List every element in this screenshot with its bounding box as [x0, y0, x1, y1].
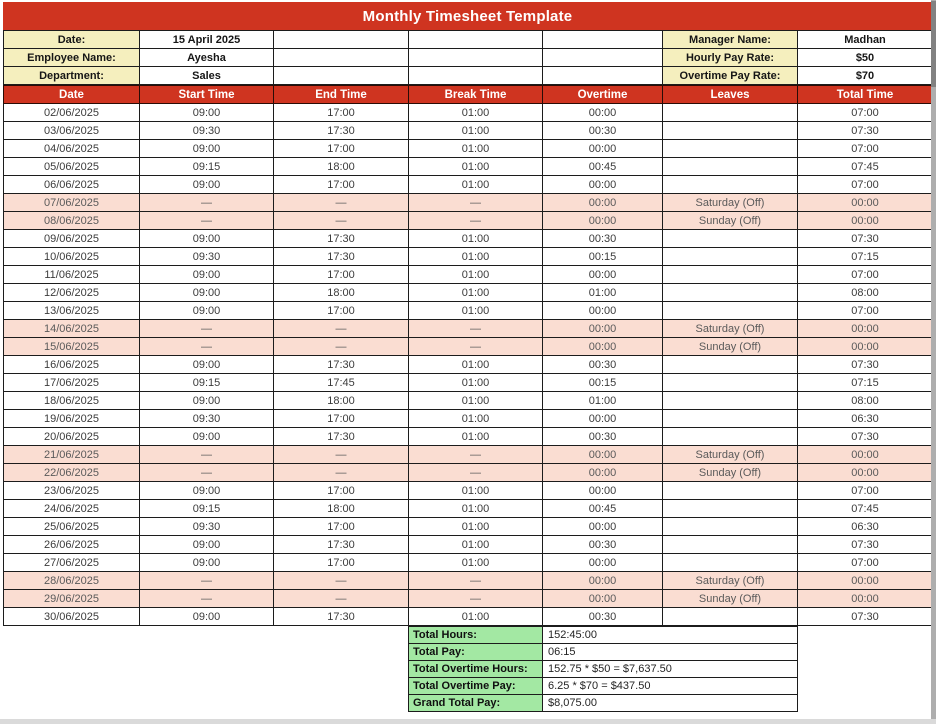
cell-leaves[interactable] — [663, 266, 798, 284]
cell-start-time[interactable]: 09:00 — [140, 428, 274, 446]
cell-end-time[interactable]: 17:30 — [274, 230, 409, 248]
cell-start-time[interactable]: 09:00 — [140, 266, 274, 284]
cell-end-time[interactable]: 18:00 — [274, 392, 409, 410]
cell-date[interactable]: 17/06/2025 — [4, 374, 140, 392]
cell-date[interactable]: 12/06/2025 — [4, 284, 140, 302]
empty-cell[interactable] — [409, 49, 543, 67]
info-value-hourly-pay-rate[interactable]: $50 — [798, 49, 933, 67]
cell-end-time[interactable]: — — [274, 194, 409, 212]
cell-date[interactable]: 27/06/2025 — [4, 554, 140, 572]
cell-end-time[interactable]: 18:00 — [274, 500, 409, 518]
cell-overtime[interactable]: 00:00 — [543, 176, 663, 194]
column-header-end-time: End Time — [274, 86, 409, 104]
cell-break-time[interactable]: 01:00 — [409, 482, 543, 500]
cell-overtime[interactable]: 00:00 — [543, 266, 663, 284]
timesheet-row — [4, 392, 933, 410]
cell-overtime[interactable]: 00:00 — [543, 518, 663, 536]
cell-end-time[interactable]: 17:30 — [274, 356, 409, 374]
cell-total-time[interactable]: 07:30 — [798, 356, 933, 374]
column-header-total-time: Total Time — [798, 86, 933, 104]
cell-start-time[interactable]: 09:00 — [140, 608, 274, 626]
cell-overtime[interactable]: 00:00 — [543, 410, 663, 428]
column-header-break-time: Break Time — [409, 86, 543, 104]
cell-start-time[interactable]: 09:30 — [140, 410, 274, 428]
cell-break-time[interactable]: 01:00 — [409, 392, 543, 410]
cell-break-time[interactable]: — — [409, 572, 543, 590]
cell-leaves[interactable] — [663, 230, 798, 248]
cell-date[interactable]: 06/06/2025 — [4, 176, 140, 194]
cell-end-time[interactable]: 17:00 — [274, 554, 409, 572]
cell-overtime[interactable]: 00:30 — [543, 428, 663, 446]
cell-leaves[interactable] — [663, 122, 798, 140]
timesheet-row — [4, 140, 933, 158]
timesheet-row — [4, 122, 933, 140]
cell-leaves[interactable] — [663, 302, 798, 320]
cell-leaves[interactable]: Sunday (Off) — [663, 212, 798, 230]
cell-break-time[interactable]: 01:00 — [409, 608, 543, 626]
cell-break-time[interactable]: 01:00 — [409, 356, 543, 374]
cell-leaves[interactable] — [663, 554, 798, 572]
cell-total-time[interactable]: 07:45 — [798, 500, 933, 518]
cell-date[interactable]: 13/06/2025 — [4, 302, 140, 320]
cell-total-time[interactable]: 07:00 — [798, 554, 933, 572]
cell-date[interactable]: 05/06/2025 — [4, 158, 140, 176]
timesheet-row — [4, 554, 933, 572]
cell-start-time[interactable]: 09:15 — [140, 158, 274, 176]
cell-end-time[interactable]: 17:30 — [274, 608, 409, 626]
cell-break-time[interactable]: 01:00 — [409, 302, 543, 320]
cell-break-time[interactable]: — — [409, 338, 543, 356]
cell-end-time[interactable]: 17:45 — [274, 374, 409, 392]
cell-leaves[interactable] — [663, 428, 798, 446]
cell-date[interactable]: 30/06/2025 — [4, 608, 140, 626]
cell-end-time[interactable]: — — [274, 572, 409, 590]
cell-start-time[interactable]: — — [140, 194, 274, 212]
cell-total-time[interactable]: 07:30 — [798, 428, 933, 446]
cell-break-time[interactable]: 01:00 — [409, 266, 543, 284]
cell-end-time[interactable]: 17:00 — [274, 302, 409, 320]
cell-end-time[interactable]: 17:30 — [274, 122, 409, 140]
cell-leaves[interactable] — [663, 608, 798, 626]
cell-total-time[interactable]: 07:30 — [798, 122, 933, 140]
cell-break-time[interactable]: 01:00 — [409, 140, 543, 158]
cell-date[interactable]: 03/06/2025 — [4, 122, 140, 140]
cell-end-time[interactable]: 17:00 — [274, 176, 409, 194]
info-row — [4, 31, 933, 49]
timesheet-row — [4, 284, 933, 302]
cell-total-time[interactable]: 00:00 — [798, 590, 933, 608]
cell-date[interactable]: 08/06/2025 — [4, 212, 140, 230]
cell-start-time[interactable]: 09:00 — [140, 140, 274, 158]
summary-value[interactable]: 6.25 * $70 = $437.50 — [543, 678, 798, 695]
summary-row — [409, 695, 798, 712]
cell-start-time[interactable]: — — [140, 212, 274, 230]
column-header-leaves: Leaves — [663, 86, 798, 104]
cell-start-time[interactable]: 09:00 — [140, 104, 274, 122]
cell-break-time[interactable]: — — [409, 212, 543, 230]
empty-cell[interactable] — [543, 31, 663, 49]
cell-break-time[interactable]: 01:00 — [409, 500, 543, 518]
info-value-department[interactable]: Sales — [140, 67, 274, 85]
cell-leaves[interactable] — [663, 392, 798, 410]
cell-break-time[interactable]: 01:00 — [409, 518, 543, 536]
cell-start-time[interactable]: 09:30 — [140, 122, 274, 140]
cell-date[interactable]: 23/06/2025 — [4, 482, 140, 500]
summary-row — [409, 644, 798, 661]
cell-end-time[interactable]: — — [274, 446, 409, 464]
timesheet-row-weekend — [4, 572, 933, 590]
timesheet-row-weekend — [4, 464, 933, 482]
empty-cell[interactable] — [274, 67, 409, 85]
summary-label: Total Overtime Hours: — [409, 661, 543, 678]
cell-overtime[interactable]: 00:00 — [543, 572, 663, 590]
cell-break-time[interactable]: — — [409, 590, 543, 608]
info-label-overtime-pay-rate: Overtime Pay Rate: — [663, 67, 798, 85]
cell-break-time[interactable]: 01:00 — [409, 410, 543, 428]
timesheet-row — [4, 266, 933, 284]
summary-row — [409, 678, 798, 695]
cell-leaves[interactable] — [663, 140, 798, 158]
cell-overtime[interactable]: 00:15 — [543, 374, 663, 392]
cell-date[interactable]: 11/06/2025 — [4, 266, 140, 284]
cell-end-time[interactable]: 17:00 — [274, 482, 409, 500]
cell-end-time[interactable]: 18:00 — [274, 158, 409, 176]
timesheet-row — [4, 248, 933, 266]
cell-leaves[interactable] — [663, 284, 798, 302]
timesheet-row-weekend — [4, 338, 933, 356]
cell-leaves[interactable]: Saturday (Off) — [663, 572, 798, 590]
column-header-row — [4, 86, 933, 104]
cell-break-time[interactable]: 01:00 — [409, 104, 543, 122]
cell-start-time[interactable]: — — [140, 572, 274, 590]
cell-end-time[interactable]: 17:00 — [274, 518, 409, 536]
cell-leaves[interactable]: Saturday (Off) — [663, 194, 798, 212]
cell-leaves[interactable] — [663, 410, 798, 428]
vertical-scrollbar-thumb[interactable] — [931, 1, 936, 87]
cell-date[interactable]: 24/06/2025 — [4, 500, 140, 518]
cell-break-time[interactable]: 01:00 — [409, 554, 543, 572]
cell-break-time[interactable]: — — [409, 464, 543, 482]
cell-start-time[interactable]: 09:30 — [140, 248, 274, 266]
timesheet-row — [4, 428, 933, 446]
cell-break-time[interactable]: 01:00 — [409, 428, 543, 446]
timesheet-sheet — [3, 2, 932, 712]
cell-start-time[interactable]: 09:00 — [140, 356, 274, 374]
cell-total-time[interactable]: 07:00 — [798, 482, 933, 500]
cell-end-time[interactable]: 17:30 — [274, 428, 409, 446]
cell-total-time[interactable]: 06:30 — [798, 410, 933, 428]
cell-total-time[interactable]: 07:45 — [798, 158, 933, 176]
cell-break-time[interactable]: 01:00 — [409, 158, 543, 176]
cell-total-time[interactable]: 07:00 — [798, 140, 933, 158]
timesheet-row — [4, 374, 933, 392]
summary-value[interactable]: 152:45:00 — [543, 627, 798, 644]
cell-overtime[interactable]: 01:00 — [543, 284, 663, 302]
cell-total-time[interactable]: 07:00 — [798, 176, 933, 194]
info-value-date[interactable]: 15 April 2025 — [140, 31, 274, 49]
summary-value[interactable]: 06:15 — [543, 644, 798, 661]
cell-end-time[interactable]: 17:00 — [274, 410, 409, 428]
cell-leaves[interactable]: Saturday (Off) — [663, 446, 798, 464]
cell-date[interactable]: 28/06/2025 — [4, 572, 140, 590]
timesheet-row — [4, 230, 933, 248]
info-value-overtime-pay-rate[interactable]: $70 — [798, 67, 933, 85]
cell-overtime[interactable]: 00:00 — [543, 554, 663, 572]
cell-overtime[interactable]: 00:30 — [543, 608, 663, 626]
timesheet-table — [3, 85, 933, 626]
cell-start-time[interactable]: — — [140, 464, 274, 482]
timesheet-row — [4, 608, 933, 626]
summary-row — [409, 627, 798, 644]
cell-break-time[interactable]: 01:00 — [409, 248, 543, 266]
cell-total-time[interactable]: 07:30 — [798, 536, 933, 554]
cell-date[interactable]: 09/06/2025 — [4, 230, 140, 248]
cell-total-time[interactable]: 00:00 — [798, 320, 933, 338]
info-label-manager-name: Manager Name: — [663, 31, 798, 49]
cell-overtime[interactable]: 00:00 — [543, 302, 663, 320]
timesheet-row-weekend — [4, 320, 933, 338]
cell-overtime[interactable]: 00:00 — [543, 212, 663, 230]
cell-leaves[interactable] — [663, 500, 798, 518]
cell-date[interactable]: 14/06/2025 — [4, 320, 140, 338]
cell-total-time[interactable]: 07:00 — [798, 266, 933, 284]
cell-start-time[interactable]: 09:15 — [140, 374, 274, 392]
cell-start-time[interactable]: 09:00 — [140, 482, 274, 500]
cell-end-time[interactable]: — — [274, 338, 409, 356]
timesheet-row-weekend — [4, 446, 933, 464]
empty-cell[interactable] — [543, 49, 663, 67]
cell-date[interactable]: 07/06/2025 — [4, 194, 140, 212]
cell-end-time[interactable]: 17:30 — [274, 536, 409, 554]
cell-start-time[interactable]: — — [140, 338, 274, 356]
cell-end-time[interactable]: 17:30 — [274, 248, 409, 266]
cell-total-time[interactable]: 00:00 — [798, 464, 933, 482]
cell-start-time[interactable]: 09:00 — [140, 392, 274, 410]
cell-total-time[interactable]: 08:00 — [798, 392, 933, 410]
cell-break-time[interactable]: 01:00 — [409, 536, 543, 554]
cell-total-time[interactable]: 07:15 — [798, 248, 933, 266]
cell-date[interactable]: 25/06/2025 — [4, 518, 140, 536]
cell-start-time[interactable]: — — [140, 320, 274, 338]
cell-overtime[interactable]: 00:30 — [543, 356, 663, 374]
summary-label: Total Pay: — [409, 644, 543, 661]
info-label-date: Date: — [4, 31, 140, 49]
cell-break-time[interactable]: 01:00 — [409, 176, 543, 194]
cell-break-time[interactable]: — — [409, 320, 543, 338]
cell-leaves[interactable] — [663, 356, 798, 374]
empty-cell[interactable] — [543, 67, 663, 85]
timesheet-row — [4, 176, 933, 194]
column-header-overtime: Overtime — [543, 86, 663, 104]
cell-overtime[interactable]: 00:00 — [543, 140, 663, 158]
timesheet-row-weekend — [4, 590, 933, 608]
cell-date[interactable]: 29/06/2025 — [4, 590, 140, 608]
cell-total-time[interactable]: 07:00 — [798, 302, 933, 320]
cell-leaves[interactable] — [663, 104, 798, 122]
cell-leaves[interactable]: Saturday (Off) — [663, 320, 798, 338]
cell-leaves[interactable]: Sunday (Off) — [663, 464, 798, 482]
cell-end-time[interactable]: — — [274, 590, 409, 608]
cell-overtime[interactable]: 00:00 — [543, 464, 663, 482]
cell-overtime[interactable]: 00:00 — [543, 320, 663, 338]
cell-leaves[interactable] — [663, 176, 798, 194]
summary-value[interactable]: 152.75 * $50 = $7,637.50 — [543, 661, 798, 678]
cell-overtime[interactable]: 00:00 — [543, 482, 663, 500]
timesheet-row — [4, 500, 933, 518]
summary-row — [409, 661, 798, 678]
info-value-employee-name[interactable]: Ayesha — [140, 49, 274, 67]
timesheet-row-weekend — [4, 212, 933, 230]
cell-end-time[interactable]: 17:00 — [274, 140, 409, 158]
cell-break-time[interactable]: — — [409, 446, 543, 464]
info-label-department: Department: — [4, 67, 140, 85]
page-title: Monthly Timesheet Template — [3, 2, 932, 30]
cell-break-time[interactable]: 01:00 — [409, 230, 543, 248]
cell-leaves[interactable] — [663, 248, 798, 266]
timesheet-row — [4, 482, 933, 500]
timesheet-row — [4, 536, 933, 554]
empty-cell[interactable] — [409, 31, 543, 49]
cell-total-time[interactable]: 00:00 — [798, 572, 933, 590]
summary-label: Total Hours: — [409, 627, 543, 644]
cell-end-time[interactable]: — — [274, 464, 409, 482]
cell-leaves[interactable] — [663, 518, 798, 536]
horizontal-scrollbar[interactable] — [0, 719, 936, 724]
cell-end-time[interactable]: 17:00 — [274, 104, 409, 122]
cell-leaves[interactable]: Sunday (Off) — [663, 338, 798, 356]
cell-start-time[interactable]: 09:00 — [140, 230, 274, 248]
cell-end-time[interactable]: — — [274, 320, 409, 338]
info-table — [3, 30, 933, 85]
cell-end-time[interactable]: — — [274, 212, 409, 230]
summary-table — [408, 626, 798, 712]
timesheet-row — [4, 158, 933, 176]
cell-overtime[interactable]: 00:30 — [543, 536, 663, 554]
cell-start-time[interactable]: — — [140, 590, 274, 608]
cell-leaves[interactable] — [663, 536, 798, 554]
cell-date[interactable]: 16/06/2025 — [4, 356, 140, 374]
vertical-scrollbar[interactable] — [931, 0, 936, 719]
cell-leaves[interactable]: Sunday (Off) — [663, 590, 798, 608]
cell-overtime[interactable]: 00:30 — [543, 122, 663, 140]
info-row — [4, 49, 933, 67]
cell-break-time[interactable]: 01:00 — [409, 122, 543, 140]
cell-date[interactable]: 22/06/2025 — [4, 464, 140, 482]
cell-break-time[interactable]: — — [409, 194, 543, 212]
timesheet-row — [4, 518, 933, 536]
cell-end-time[interactable]: 18:00 — [274, 284, 409, 302]
cell-overtime[interactable]: 00:00 — [543, 446, 663, 464]
cell-total-time[interactable]: 07:15 — [798, 374, 933, 392]
summary-label: Grand Total Pay: — [409, 695, 543, 712]
cell-overtime[interactable]: 00:00 — [543, 338, 663, 356]
cell-overtime[interactable]: 00:00 — [543, 590, 663, 608]
cell-total-time[interactable]: 00:00 — [798, 194, 933, 212]
summary-label: Total Overtime Pay: — [409, 678, 543, 695]
cell-overtime[interactable]: 01:00 — [543, 392, 663, 410]
column-header-date: Date — [4, 86, 140, 104]
empty-cell[interactable] — [274, 31, 409, 49]
info-label-employee-name: Employee Name: — [4, 49, 140, 67]
cell-total-time[interactable]: 06:30 — [798, 518, 933, 536]
cell-start-time[interactable]: 09:00 — [140, 536, 274, 554]
cell-date[interactable]: 10/06/2025 — [4, 248, 140, 266]
cell-total-time[interactable]: 07:30 — [798, 230, 933, 248]
cell-start-time[interactable]: — — [140, 446, 274, 464]
summary-value[interactable]: $8,075.00 — [543, 695, 798, 712]
cell-overtime[interactable]: 00:45 — [543, 500, 663, 518]
cell-date[interactable]: 19/06/2025 — [4, 410, 140, 428]
cell-total-time[interactable]: 00:00 — [798, 446, 933, 464]
cell-total-time[interactable]: 00:00 — [798, 212, 933, 230]
cell-start-time[interactable]: 09:00 — [140, 176, 274, 194]
cell-date[interactable]: 26/06/2025 — [4, 536, 140, 554]
empty-cell[interactable] — [409, 67, 543, 85]
cell-date[interactable]: 04/06/2025 — [4, 140, 140, 158]
cell-leaves[interactable] — [663, 374, 798, 392]
timesheet-row — [4, 104, 933, 122]
cell-leaves[interactable] — [663, 158, 798, 176]
cell-start-time[interactable]: 09:15 — [140, 500, 274, 518]
cell-date[interactable]: 02/06/2025 — [4, 104, 140, 122]
cell-total-time[interactable]: 08:00 — [798, 284, 933, 302]
cell-overtime[interactable]: 00:15 — [543, 248, 663, 266]
cell-date[interactable]: 18/06/2025 — [4, 392, 140, 410]
cell-date[interactable]: 15/06/2025 — [4, 338, 140, 356]
info-value-manager-name[interactable]: Madhan — [798, 31, 933, 49]
timesheet-row-weekend — [4, 194, 933, 212]
cell-break-time[interactable]: 01:00 — [409, 374, 543, 392]
cell-total-time[interactable]: 07:30 — [798, 608, 933, 626]
cell-overtime[interactable]: 00:00 — [543, 104, 663, 122]
cell-date[interactable]: 21/06/2025 — [4, 446, 140, 464]
cell-start-time[interactable]: 09:00 — [140, 284, 274, 302]
cell-start-time[interactable]: 09:00 — [140, 554, 274, 572]
column-header-start-time: Start Time — [140, 86, 274, 104]
info-row — [4, 67, 933, 85]
cell-break-time[interactable]: 01:00 — [409, 284, 543, 302]
info-label-hourly-pay-rate: Hourly Pay Rate: — [663, 49, 798, 67]
cell-total-time[interactable]: 00:00 — [798, 338, 933, 356]
cell-start-time[interactable]: 09:00 — [140, 302, 274, 320]
empty-cell[interactable] — [274, 49, 409, 67]
cell-overtime[interactable]: 00:00 — [543, 194, 663, 212]
cell-overtime[interactable]: 00:45 — [543, 158, 663, 176]
cell-leaves[interactable] — [663, 482, 798, 500]
cell-total-time[interactable]: 07:00 — [798, 104, 933, 122]
timesheet-row — [4, 410, 933, 428]
cell-date[interactable]: 20/06/2025 — [4, 428, 140, 446]
cell-overtime[interactable]: 00:30 — [543, 230, 663, 248]
timesheet-row — [4, 302, 933, 320]
cell-start-time[interactable]: 09:30 — [140, 518, 274, 536]
cell-end-time[interactable]: 17:00 — [274, 266, 409, 284]
timesheet-row — [4, 356, 933, 374]
